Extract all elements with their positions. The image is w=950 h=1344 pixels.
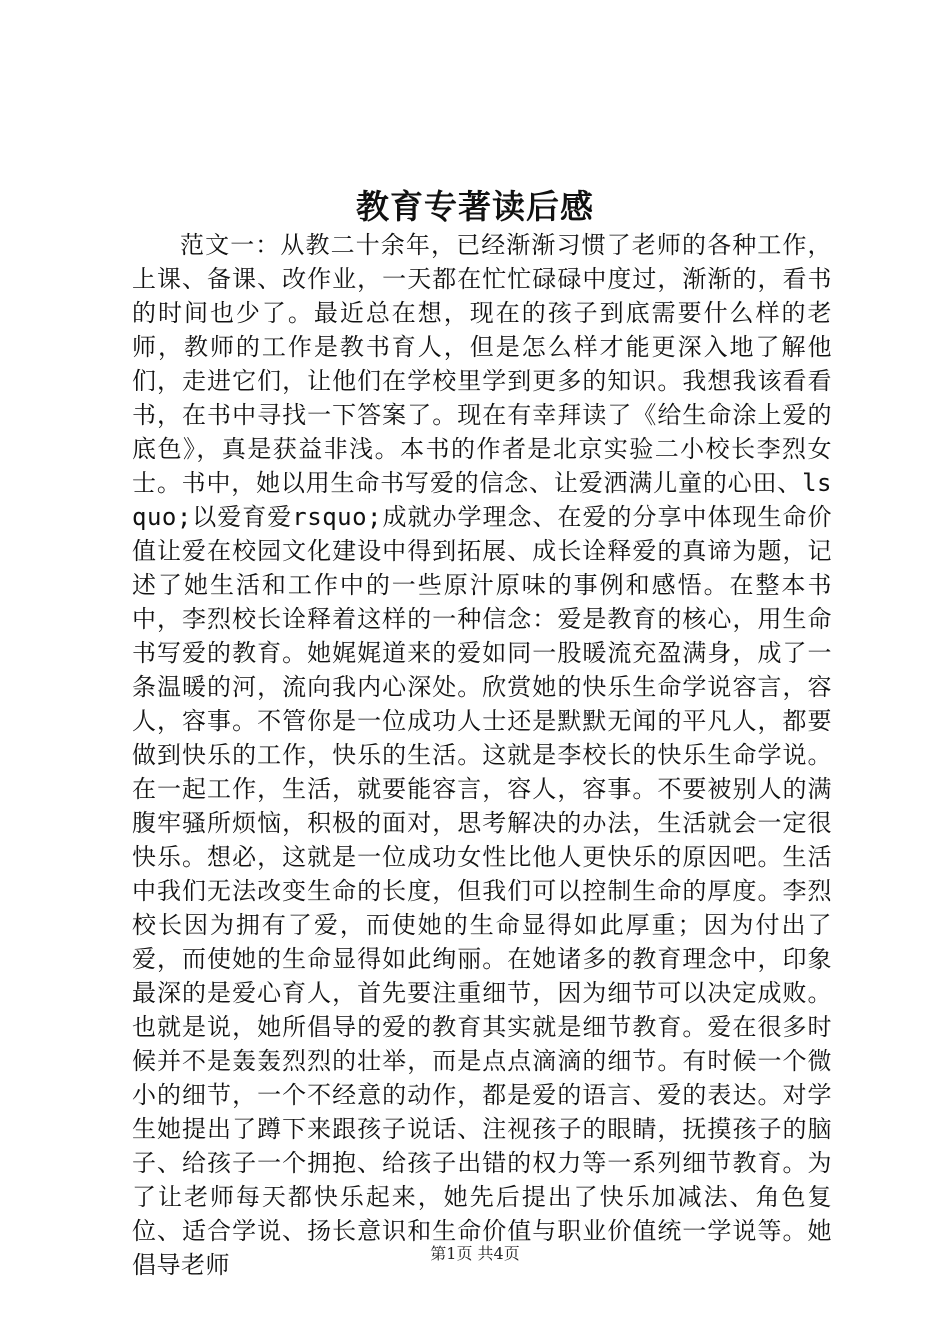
page-footer: 第1页 共4页 — [430, 1244, 520, 1263]
document-title: 教育专著读后感 — [356, 187, 594, 226]
body-paragraph: 范文一：从教二十余年，已经渐渐习惯了老师的各种工作，上课、备课、改作业，一天都在忙忙碌碌中度过，渐渐的，看书的时间也少了。最近总在想，现在的孩子到底需要什么样的老师，教师的工作是教书育人，但是怎么样才能更深入地了解他们，走进它们，让他们在学校里学到更多的知识。我想我该看看书，在书中寻找一下答案了。现在有幸拜读了《给生命涂上爱的底色》，真是获益非浅。本书的作者是北京实验二小校长李烈女士。书中，她以用生命书写爱的信念、让爱洒满儿童的心田、lsquo;以爱育爱rsquo;成就办学理念、在爱的分享中体现生命价值让爱在校园文化建设中得到拓展、成长诠释爱的真谛为题，记述了她生活和工作中的一些原汁原味的事例和感悟。在整本书中，李烈校长诠释着这样的一种信念：爱是教育的核心，用生命书写爱的教育。她娓娓道来的爱如同一股暖流充盈满身，成了一条温暖的河，流向我内心深处。欣赏她的快乐生命学说容言，容人，容事。不管你是一位成功人士还是默默无闻的平凡人，都要做到快乐的工作，快乐的生活。这就是李校长的快乐生命学说。在一起工作，生活，就要能容言，容人，容事。不要被别人的满腹牢骚所烦恼，积极的面对，思考解决的办法，生活就会一定很快乐。想必，这就是一位成功女性比他人更快乐的原因吧。生活中我们无法改变生命的长度，但我们可以控制生命的厚度。李烈校长因为拥有了爱，而使她的生命显得如此厚重；因为付出了爱，而使她的生命显得如此绚丽。在她诸多的教育理念中，印象最深的是爱心育人，首先要注重细节，因为细节可以决定成败。也就是说，她所倡导的爱的教育其实就是细节教育。爱在很多时候并不是轰轰烈烈的壮举，而是点点滴滴的细节。有时候一个微小的细节，一个不经意的动作，都是爱的语言、爱的表达。对学生她提出了蹲下来跟孩子说话、注视孩子的眼睛，抚摸孩子的脑子、给孩子一个拥抱、给孩子出错的权力等一系列细节教育。为了让老师每天都快乐起来，她先后提出了快乐加减法、角色复位、适合学说、扬长意识和生命价值与职业价值统一学说等。她倡导老师 — [132, 231, 832, 1279]
